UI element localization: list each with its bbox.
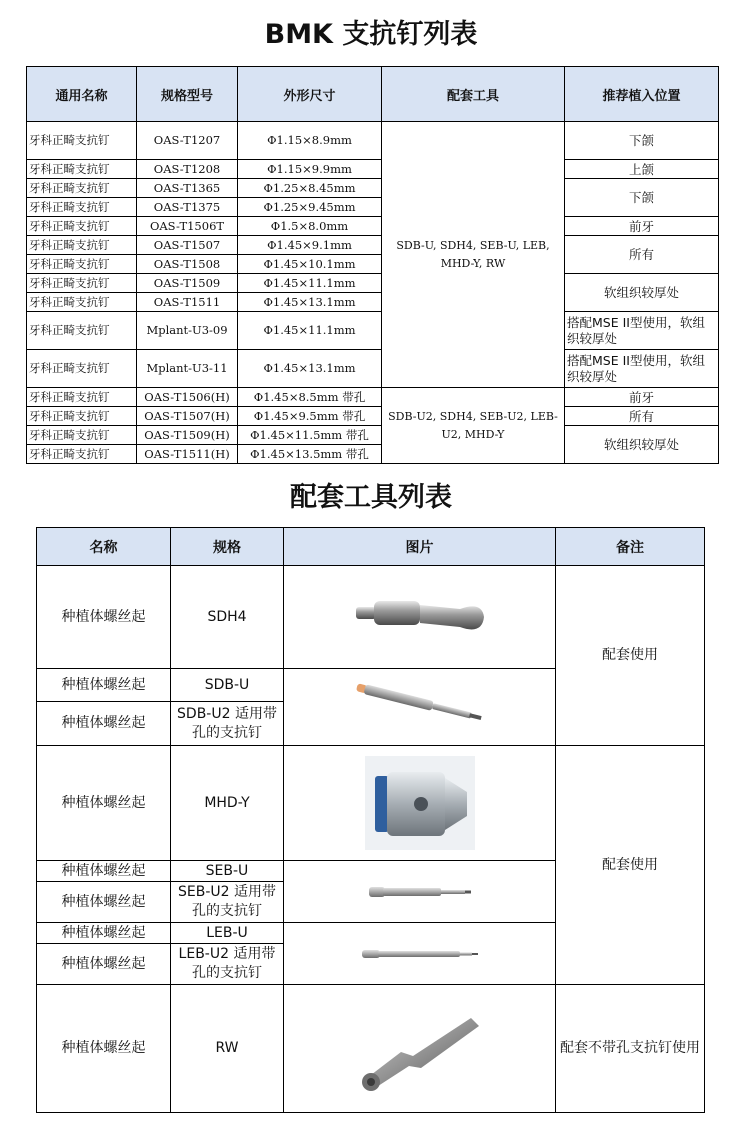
cell-size: Φ1.45×13.5mm 带孔 (238, 445, 382, 464)
cell-position: 上颌 (565, 160, 719, 179)
header-generic-name: 通用名称 (27, 67, 137, 122)
cell-model: OAS-T1508 (137, 255, 238, 274)
cell-name: 牙科正畸支抗钉 (27, 426, 137, 445)
header-picture: 图片 (284, 528, 556, 566)
rw-image (284, 985, 556, 1113)
cell-position: 搭配MSE II型使用，软组织较厚处 (565, 350, 719, 388)
cell-position: 软组织较厚处 (565, 274, 719, 312)
seb-u-image (284, 861, 556, 923)
cell-size: Φ1.25×8.45mm (238, 179, 382, 198)
cell-model: Mplant-U3-09 (137, 312, 238, 350)
header-size: 外形尺寸 (238, 67, 382, 122)
cell-name: 牙科正畸支抗钉 (27, 217, 137, 236)
cell-name: 种植体螺丝起 (37, 985, 171, 1113)
cell-name: 牙科正畸支抗钉 (27, 407, 137, 426)
cell-name: 种植体螺丝起 (37, 746, 171, 861)
cell-tools-group-b: SDB-U2, SDH4, SEB-U2, LEB-U2, MHD-Y (382, 388, 565, 464)
cell-spec: LEB-U2 适用带孔的支抗钉 (171, 944, 284, 985)
header-spec: 规格 (171, 528, 284, 566)
cell-name: 牙科正畸支抗钉 (27, 293, 137, 312)
cell-size: Φ1.15×9.9mm (238, 160, 382, 179)
cell-name: 牙科正畸支抗钉 (27, 160, 137, 179)
cell-model: OAS-T1509(H) (137, 426, 238, 445)
handpiece-adapter-icon (365, 756, 475, 850)
cell-size: Φ1.15×8.9mm (238, 122, 382, 160)
cell-name: 牙科正畸支抗钉 (27, 312, 137, 350)
tool-table (36, 527, 705, 1113)
cell-spec: MHD-Y (171, 746, 284, 861)
cell-spec: LEB-U (171, 923, 284, 944)
leb-u-image (284, 923, 556, 985)
short-bit-icon (365, 880, 475, 904)
cell-name: 牙科正畸支抗钉 (27, 179, 137, 198)
cell-model: OAS-T1207 (137, 122, 238, 160)
cell-size: Φ1.45×9.5mm 带孔 (238, 407, 382, 426)
header-position: 推荐植入位置 (565, 67, 719, 122)
cell-name: 种植体螺丝起 (37, 702, 171, 746)
cell-size: Φ1.45×11.5mm 带孔 (238, 426, 382, 445)
cell-note: 配套不带孔支抗钉使用 (556, 985, 705, 1113)
cell-spec: SEB-U2 适用带孔的支抗钉 (171, 882, 284, 923)
cell-model: OAS-T1208 (137, 160, 238, 179)
cell-name: 牙科正畸支抗钉 (27, 350, 137, 388)
cell-name: 牙科正畸支抗钉 (27, 445, 137, 464)
cell-model: OAS-T1507 (137, 236, 238, 255)
cell-name: 牙科正畸支抗钉 (27, 255, 137, 274)
header-note: 备注 (556, 528, 705, 566)
cell-name: 种植体螺丝起 (37, 861, 171, 882)
cell-position: 软组织较厚处 (565, 426, 719, 464)
cell-size: Φ1.45×10.1mm (238, 255, 382, 274)
cell-spec: SDB-U2 适用带孔的支抗钉 (171, 702, 284, 746)
cell-model: OAS-T1365 (137, 179, 238, 198)
cell-size: Φ1.5×8.0mm (238, 217, 382, 236)
mhd-y-image (284, 746, 556, 861)
anchor-table (26, 66, 719, 464)
cell-name: 种植体螺丝起 (37, 669, 171, 702)
header-model: 规格型号 (137, 67, 238, 122)
title-tool-list: 配套工具列表 (290, 482, 452, 513)
screwdriver-handle-icon (350, 587, 490, 647)
cell-name: 牙科正畸支抗钉 (27, 236, 137, 255)
sdb-u-image (284, 669, 556, 746)
cell-model: OAS-T1506(H) (137, 388, 238, 407)
cell-name: 种植体螺丝起 (37, 944, 171, 985)
header-name: 名称 (37, 528, 171, 566)
cell-spec: SEB-U (171, 861, 284, 882)
cell-position: 所有 (565, 407, 719, 426)
cell-model: OAS-T1506T (137, 217, 238, 236)
cell-size: Φ1.45×11.1mm (238, 312, 382, 350)
cell-position: 搭配MSE II型使用，软组织较厚处 (565, 312, 719, 350)
cell-model: OAS-T1375 (137, 198, 238, 217)
cell-name: 牙科正畸支抗钉 (27, 274, 137, 293)
cell-note: 配套使用 (556, 566, 705, 746)
cell-size: Φ1.25×9.45mm (238, 198, 382, 217)
header-tools: 配套工具 (382, 67, 565, 122)
cell-name: 牙科正畸支抗钉 (27, 122, 137, 160)
cell-name: 牙科正畸支抗钉 (27, 388, 137, 407)
cell-size: Φ1.45×13.1mm (238, 293, 382, 312)
cell-position: 下颌 (565, 122, 719, 160)
cell-spec: SDB-U (171, 669, 284, 702)
title-anchor-list: BMK 支抗钉列表 (264, 19, 478, 50)
cell-name: 种植体螺丝起 (37, 882, 171, 923)
screwdriver-bit-icon (350, 679, 490, 735)
ratchet-wrench-icon (355, 1004, 485, 1094)
sdh4-image (284, 566, 556, 669)
cell-size: Φ1.45×8.5mm 带孔 (238, 388, 382, 407)
cell-name: 种植体螺丝起 (37, 566, 171, 669)
cell-tools-group-a: SDB-U, SDH4, SEB-U, LEB, MHD-Y, RW (382, 122, 565, 388)
cell-model: OAS-T1507(H) (137, 407, 238, 426)
cell-position: 下颌 (565, 179, 719, 217)
cell-position: 前牙 (565, 388, 719, 407)
cell-size: Φ1.45×11.1mm (238, 274, 382, 293)
cell-spec: SDH4 (171, 566, 284, 669)
cell-position: 前牙 (565, 217, 719, 236)
long-bit-icon (360, 944, 480, 964)
cell-note: 配套使用 (556, 746, 705, 985)
cell-model: OAS-T1511(H) (137, 445, 238, 464)
cell-name: 种植体螺丝起 (37, 923, 171, 944)
cell-size: Φ1.45×13.1mm (238, 350, 382, 388)
cell-spec: RW (171, 985, 284, 1113)
cell-model: OAS-T1509 (137, 274, 238, 293)
cell-name: 牙科正畸支抗钉 (27, 198, 137, 217)
cell-size: Φ1.45×9.1mm (238, 236, 382, 255)
cell-model: OAS-T1511 (137, 293, 238, 312)
cell-model: Mplant-U3-11 (137, 350, 238, 388)
cell-position: 所有 (565, 236, 719, 274)
